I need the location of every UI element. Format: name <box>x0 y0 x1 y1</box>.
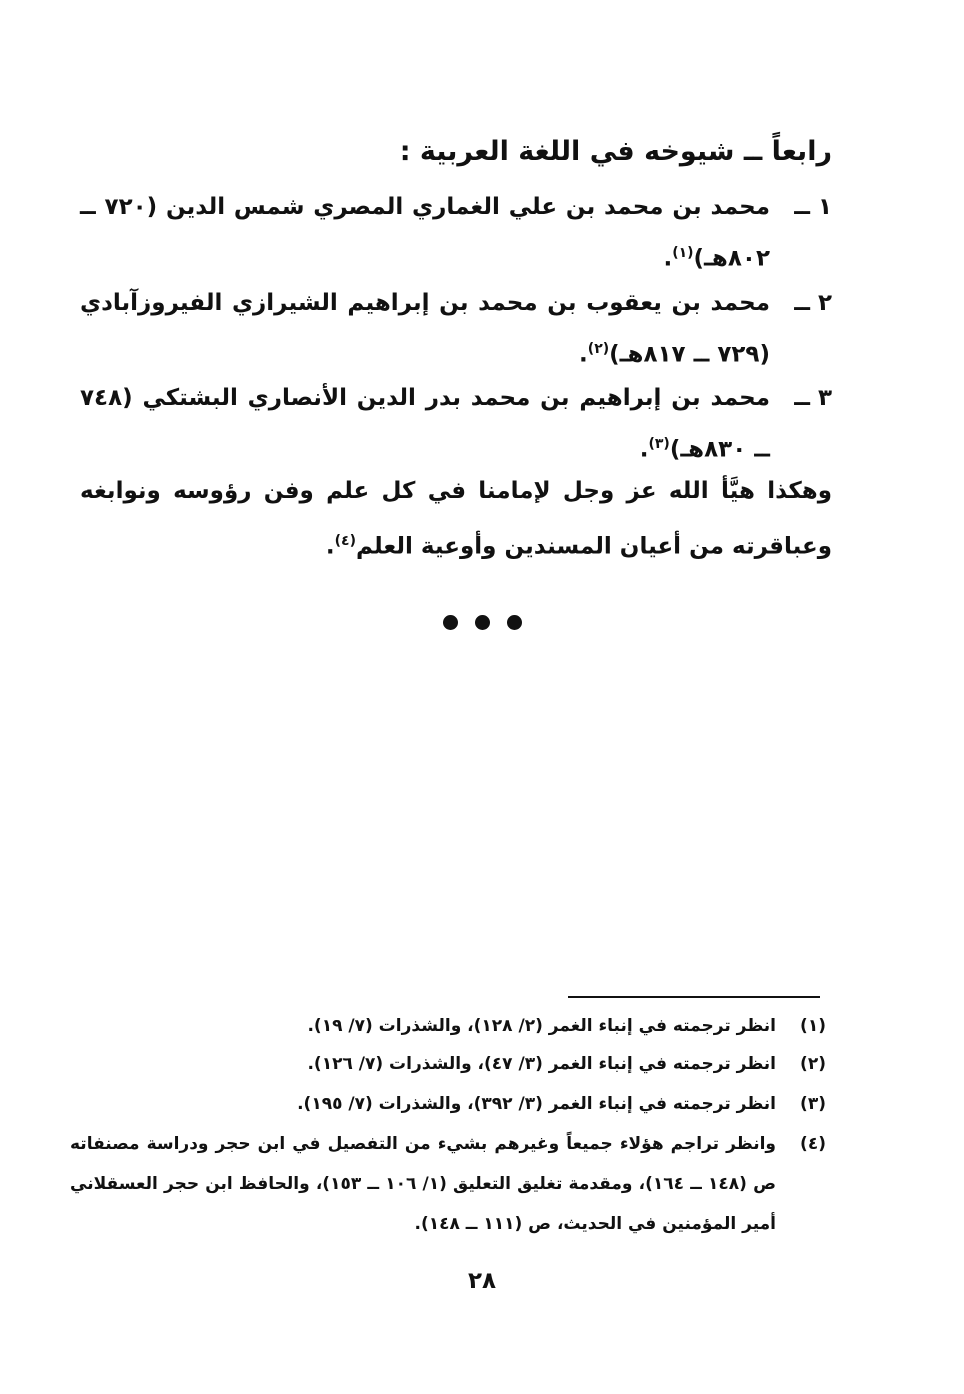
list-item <box>80 375 832 473</box>
item-text <box>80 375 770 473</box>
footnote <box>70 1006 826 1046</box>
footnote-number: (٢) <box>800 1054 826 1074</box>
item-end: . <box>639 436 649 463</box>
item-number: ١ ــ <box>794 194 832 220</box>
list-item <box>80 280 832 378</box>
closing-end: . <box>325 533 335 560</box>
footnote-text: وانظر تراجم هؤلاء جميعاً وغيرهم بشيء من التفصيل في ابن حجر ودراسة مصنفاته ص (١٤٨ ــ ١٦٤)، ومقدمة تغليق التعليق (١/ ١٠٦ ــ ١٥٣)، والحافظ ابن حجر العسقلاني أمير المؤمنين في الحديث، ص (١١١ ــ ١٤٨). <box>70 1134 776 1234</box>
closing-text: وهكذا هيَّأ الله عز وجل لإمامنا في كل علم وفن رؤوسه ونوابغه وعباقرته من أعيان المسندين وأوعية العلم <box>80 478 832 560</box>
footnote-rule <box>568 996 820 998</box>
page-number: ٢٨ <box>467 1268 497 1294</box>
section-separator <box>0 608 964 638</box>
item-end: . <box>663 245 673 272</box>
footnote-text: انظر ترجمته في إنباء الغمر (٣/ ٤٧)، والشذرات (٧/ ١٢٦). <box>307 1054 776 1074</box>
separator-dot <box>475 615 490 630</box>
footnote <box>70 1124 826 1244</box>
item-number: ٢ ــ <box>794 290 832 316</box>
footnote <box>70 1084 826 1124</box>
footnote-text: انظر ترجمته في إنباء الغمر (٢/ ١٢٨)، والشذرات (٧/ ١٩). <box>307 1016 776 1036</box>
item-body: محمد بن يعقوب بن محمد بن إبراهيم الشيرازي الفيروزآبادي (٧٢٩ ــ ٨١٧هـ) <box>80 290 770 368</box>
item-text <box>80 280 770 378</box>
section-heading: رابعاً ــ شيوخه في اللغة العربية : <box>399 136 832 167</box>
closing-paragraph <box>80 466 832 572</box>
footnote-number: (١) <box>800 1016 826 1036</box>
item-end: . <box>579 341 588 368</box>
footnote-marker: (٤) <box>334 533 356 549</box>
footnote <box>70 1044 826 1084</box>
footnote-marker: (٢) <box>587 341 610 357</box>
item-number: ٣ ــ <box>794 385 832 411</box>
footnote-text: انظر ترجمته في إنباء الغمر (٣/ ٣٩٢)، والشذرات (٧/ ١٩٥). <box>297 1094 776 1114</box>
footnote-marker: (١) <box>672 245 694 261</box>
footnote-number: (٤) <box>800 1134 826 1154</box>
item-text <box>80 184 770 282</box>
separator-dot <box>507 615 522 630</box>
item-body: محمد بن إبراهيم بن محمد بدر الدين الأنصاري البشتكي (٧٤٨ ــ ٨٣٠هـ) <box>80 385 770 463</box>
item-body: محمد بن محمد بن علي الغماري المصري شمس الدين (٧٢٠ ــ ٨٠٢هـ) <box>80 194 771 272</box>
footnote-number: (٣) <box>800 1094 826 1114</box>
list-item <box>80 184 832 282</box>
footnote-marker: (٣) <box>648 436 670 452</box>
separator-dot <box>443 615 458 630</box>
